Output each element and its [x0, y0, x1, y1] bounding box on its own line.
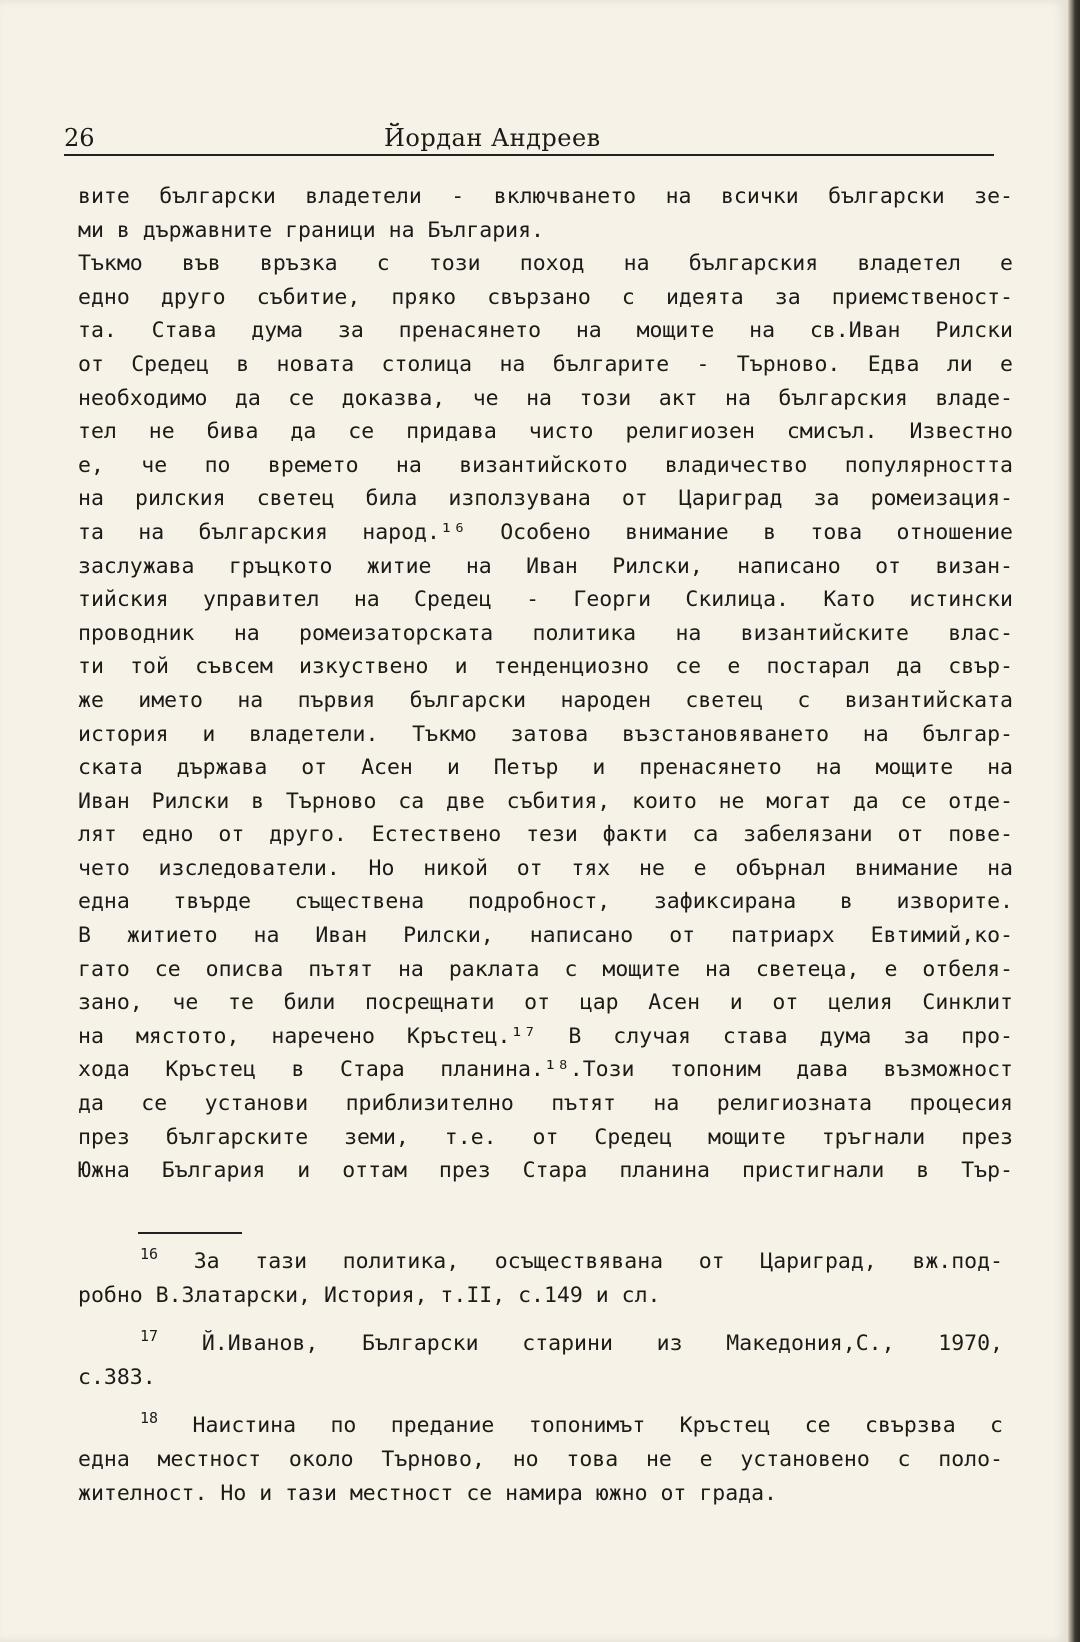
- footnote-separator: [138, 1232, 242, 1234]
- text-line: Тъкмо във връзка с този поход на българския владетел е: [78, 251, 1013, 277]
- running-title: Йордан Андреев: [384, 124, 601, 152]
- footnote-17: [78, 1327, 1003, 1361]
- text-line: на рилския светец била използувана от Цариград за ромеизация-: [78, 486, 1013, 512]
- footnote-text-line: една местност около Търново, но това не е установено с поло-: [78, 1447, 1003, 1472]
- text-line: е, че по времето на византийското владичество популярността: [78, 452, 1013, 478]
- text-line: Южна България и оттам през Стара планина пристигнали в Тър-: [78, 1158, 1013, 1184]
- footnotes: [78, 1245, 1003, 1511]
- text-line: едно друго събитие, пряко свързано с идеята за приемственост-: [78, 284, 1013, 310]
- text-line: лят едно от друго. Естествено тези факти са забелязани от пове-: [78, 822, 1013, 848]
- footnote-text: Й.Иванов, Български старини из Македония,С., 1970,: [201, 1331, 1003, 1356]
- main-text: [78, 180, 1013, 1188]
- text-line: тийския управител на Средец - Георги Скилица. Като истински: [78, 587, 1013, 613]
- text-line: проводник на ромеизаторската политика на византийските влас-: [78, 620, 1013, 646]
- footnote-text: Наистина по предание топонимът Кръстец се свързва с: [192, 1413, 1003, 1438]
- text-line: вите български владетели - включването на всички български зе-: [78, 184, 1013, 209]
- text-line: хода Кръстец в Стара планина.¹⁸.Този топоним дава възможност: [78, 1057, 1013, 1083]
- footnote-number: 17: [140, 1327, 159, 1345]
- text-line: ти той съвсем изкуствено и тенденциозно се е постарал да свър-: [78, 654, 1013, 680]
- footnote-text-line: робно В.Златарски, История, т.II, с.149 и сл.: [78, 1283, 661, 1308]
- footnote-16: [78, 1245, 1003, 1279]
- text-line: през българските земи, т.е. от Средец мощите тръгнали през: [78, 1124, 1013, 1150]
- text-line: тел не бива да се придава чисто религиозен смисъл. Известно: [78, 419, 1013, 445]
- footnote-18: [78, 1409, 1003, 1443]
- text-line: ската държава от Асен и Петър и пренасянето на мощите на: [78, 755, 1013, 781]
- text-line: зано, че те били посрещнати от цар Асен и от целия Синклит: [78, 990, 1013, 1016]
- text-line: та на българския народ.¹⁶ Особено внимание в това отношение: [78, 519, 1013, 545]
- page-number: 26: [64, 124, 95, 152]
- footnote-number: 16: [140, 1245, 159, 1263]
- text-line: гато се описва пътят на раклата с мощите на светеца, е отбеля-: [78, 956, 1013, 982]
- footnote-text: За тази политика, осъществявана от Цариград, вж.под-: [193, 1249, 1003, 1274]
- text-line: та. Става дума за пренасянето на мощите на св.Иван Рилски: [78, 318, 1013, 344]
- page-edge-shadow: [1068, 0, 1080, 1642]
- text-line: история и владетели. Тъкмо затова възстановяването на българ-: [78, 721, 1013, 747]
- text-line: да се установи приблизително пътят на религиозната процесия: [78, 1091, 1013, 1117]
- page-header: [64, 118, 994, 156]
- text-line: В житието на Иван Рилски, написано от патриарх Евтимий,ко-: [78, 923, 1013, 949]
- text-line: Иван Рилски в Търново са две събития, които не могат да се отде-: [78, 788, 1013, 814]
- text-line: една твърде съществена подробност, зафиксирана в изворите.: [78, 889, 1013, 915]
- text-line: на мястото, наречено Кръстец.¹⁷ В случая става дума за про-: [78, 1023, 1013, 1049]
- text-line: же името на първия български народен светец с византийската: [78, 687, 1013, 713]
- footnote-text-line: с.383.: [78, 1365, 156, 1390]
- footnote-number: 18: [140, 1409, 159, 1427]
- footnote-text-line: жителност. Но и тази местност се намира южно от града.: [78, 1481, 777, 1506]
- text-line: заслужава гръцкото житие на Иван Рилски, написано от визан-: [78, 553, 1013, 579]
- text-line: необходимо да се доказва, че на този акт на българския владе-: [78, 385, 1013, 411]
- text-line: ми в държавните граници на България.: [78, 217, 544, 243]
- text-line: чето изследователи. Но никой от тях не е обърнал внимание на: [78, 855, 1013, 881]
- text-line: от Средец в новата столица на българите - Търново. Едва ли е: [78, 351, 1013, 377]
